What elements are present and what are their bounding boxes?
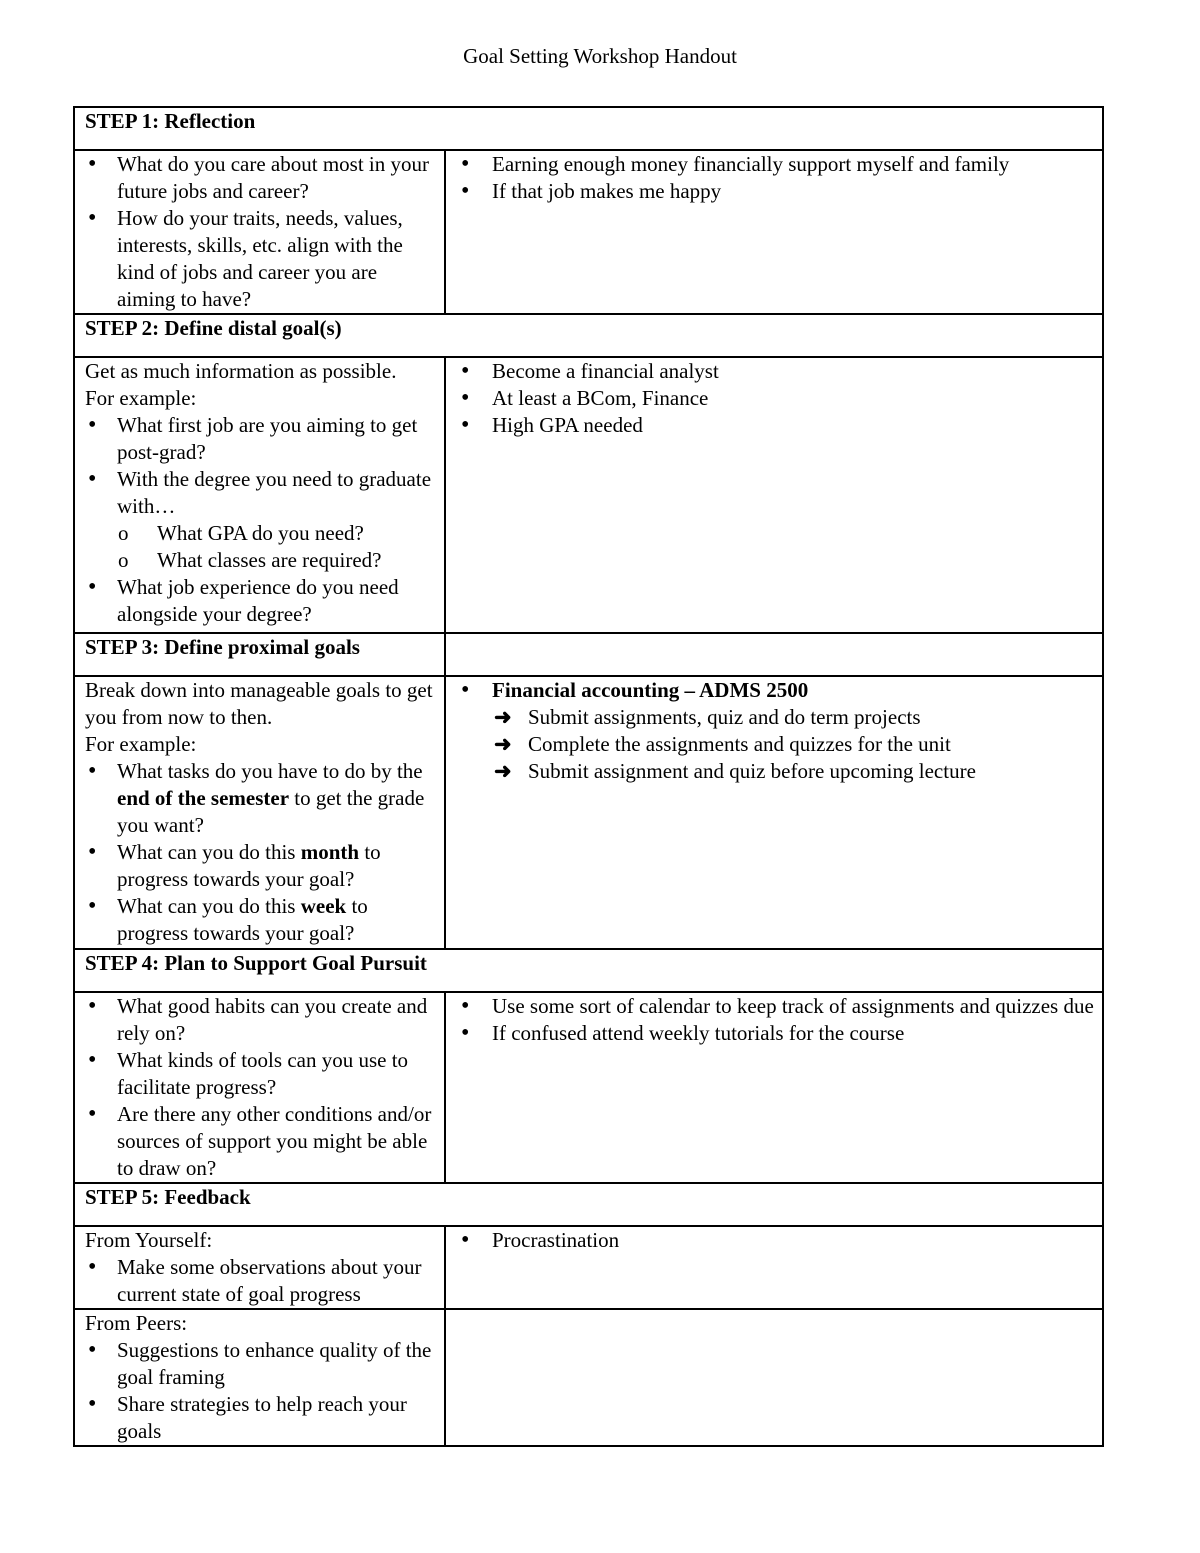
- step1-answers-cell[interactable]: [445, 150, 1103, 314]
- list-item: • What good habits can you create and rely on?: [85, 993, 436, 1047]
- peers-label: From Peers:: [85, 1311, 188, 1335]
- step2-degree-prompt: With the degree you need to graduate with…: [117, 467, 432, 518]
- step2-content-row: [74, 357, 1103, 633]
- list-item: o What GPA do you need?: [85, 520, 436, 547]
- goal-setting-table: [73, 106, 1104, 1447]
- text-segment: What can you do this: [117, 894, 301, 918]
- list-item: • If confused attend weekly tutorials for the course: [456, 1020, 1094, 1047]
- step2-intro: Get as much information as possible.: [85, 359, 397, 383]
- list-item: • If that job makes me happy: [456, 178, 1094, 205]
- step4-prompts-cell: [74, 992, 445, 1183]
- step2-example-label: For example:: [85, 386, 197, 410]
- list-item: • Earning enough money financially support myself and family: [456, 151, 1094, 178]
- emphasis: end of the semester: [117, 786, 290, 810]
- text-segment: to get the grade you want?: [117, 786, 425, 837]
- step4-header-row: [74, 949, 1103, 992]
- step5-peers-answer-cell[interactable]: [445, 1309, 1103, 1446]
- step4-answer-list: [456, 993, 1094, 1047]
- step3-content-row: [74, 676, 1103, 949]
- step5-header: STEP 5: Feedback: [74, 1183, 1103, 1226]
- step5-self-answer-cell[interactable]: [445, 1226, 1103, 1309]
- list-item: • Are there any other conditions and/or sources of support you might be able to draw on?: [85, 1101, 436, 1182]
- step4-header: STEP 4: Plan to Support Goal Pursuit: [74, 949, 1103, 992]
- step3-example-label: For example:: [85, 732, 197, 756]
- step1-prompt-list: [85, 151, 436, 313]
- step2-prompts-cell: [74, 357, 445, 633]
- step4-answers-cell[interactable]: [445, 992, 1103, 1183]
- step5-peers-row: [74, 1309, 1103, 1446]
- step2-prompt-list: [85, 412, 436, 520]
- list-item: • Use some sort of calendar to keep track of assignments and quizzes due: [456, 993, 1094, 1020]
- list-item: • Become a financial analyst: [456, 358, 1094, 385]
- list-item: • High GPA needed: [456, 412, 1094, 439]
- step5-self-cell: [74, 1226, 445, 1309]
- step2-header: STEP 2: Define distal goal(s): [74, 314, 1103, 357]
- list-item: [85, 893, 436, 947]
- step3-prompt-list: [85, 758, 436, 947]
- list-item: • Procrastination: [456, 1227, 1094, 1254]
- list-item: • What do you care about most in your future jobs and career?: [85, 151, 436, 205]
- step1-prompts-cell: [74, 150, 445, 314]
- arrow-item: ➜ Complete the assignments and quizzes for the unit: [492, 731, 1094, 758]
- step2-sub-list: [85, 520, 436, 574]
- step4-prompt-list: [85, 993, 436, 1182]
- list-item: • Suggestions to enhance quality of the goal framing: [85, 1337, 436, 1391]
- list-item: [85, 839, 436, 893]
- list-item: • Share strategies to help reach your goals: [85, 1391, 436, 1445]
- self-label: From Yourself:: [85, 1228, 213, 1252]
- step4-content-row: [74, 992, 1103, 1183]
- step1-content-row: [74, 150, 1103, 314]
- step2-answers-cell[interactable]: [445, 357, 1103, 633]
- list-item: • Make some observations about your current state of goal progress: [85, 1254, 436, 1308]
- step1-header: STEP 1: Reflection: [74, 107, 1103, 150]
- step5-self-row: [74, 1226, 1103, 1309]
- emphasis: month: [300, 840, 360, 864]
- task-list: [492, 704, 1094, 785]
- self-prompt-list: [85, 1254, 436, 1308]
- step5-header-row: [74, 1183, 1103, 1226]
- step3-intro: Break down into manageable goals to get you from now to then.: [85, 678, 433, 729]
- list-item: • How do your traits, needs, values, interests, skills, etc. align with the kind of jobs and career you are aiming to have?: [85, 205, 436, 313]
- step3-answers-cell[interactable]: [445, 676, 1103, 949]
- arrow-item: ➜ Submit assignments, quiz and do term projects: [492, 704, 1094, 731]
- self-answer-list: [456, 1227, 1094, 1254]
- arrow-item: ➜ Submit assignment and quiz before upcoming lecture: [492, 758, 1094, 785]
- list-item: • At least a BCom, Finance: [456, 385, 1094, 412]
- list-item: [456, 677, 1094, 785]
- course-name: Financial accounting – ADMS 2500: [492, 678, 809, 702]
- step1-header-row: [74, 107, 1103, 150]
- list-item: • What job experience do you need alongside your degree?: [85, 574, 436, 628]
- step2-prompt-list-2: [85, 574, 436, 628]
- step3-header-blank: [445, 633, 1103, 676]
- step3-header-row: [74, 633, 1103, 676]
- step2-header-row: [74, 314, 1103, 357]
- text-segment: to progress towards your goal?: [117, 840, 381, 891]
- step3-prompts-cell: [74, 676, 445, 949]
- page-title: Goal Setting Workshop Handout: [463, 44, 737, 68]
- step3-answer-list: [456, 677, 1094, 785]
- step3-header: STEP 3: Define proximal goals: [74, 633, 445, 676]
- list-item: • What kinds of tools can you use to facilitate progress?: [85, 1047, 436, 1101]
- emphasis: week: [300, 894, 347, 918]
- list-item: o What classes are required?: [85, 547, 436, 574]
- text-segment: What can you do this: [117, 840, 301, 864]
- step2-answer-list: [456, 358, 1094, 439]
- list-item: [85, 466, 436, 520]
- list-item: [85, 758, 436, 839]
- list-item: • What first job are you aiming to get post-grad?: [85, 412, 436, 466]
- text-segment: What tasks do you have to do by the: [117, 759, 423, 783]
- peer-prompt-list: [85, 1337, 436, 1445]
- step1-answer-list: [456, 151, 1094, 205]
- text-segment: to progress towards your goal?: [117, 894, 368, 945]
- step5-peers-cell: [74, 1309, 445, 1446]
